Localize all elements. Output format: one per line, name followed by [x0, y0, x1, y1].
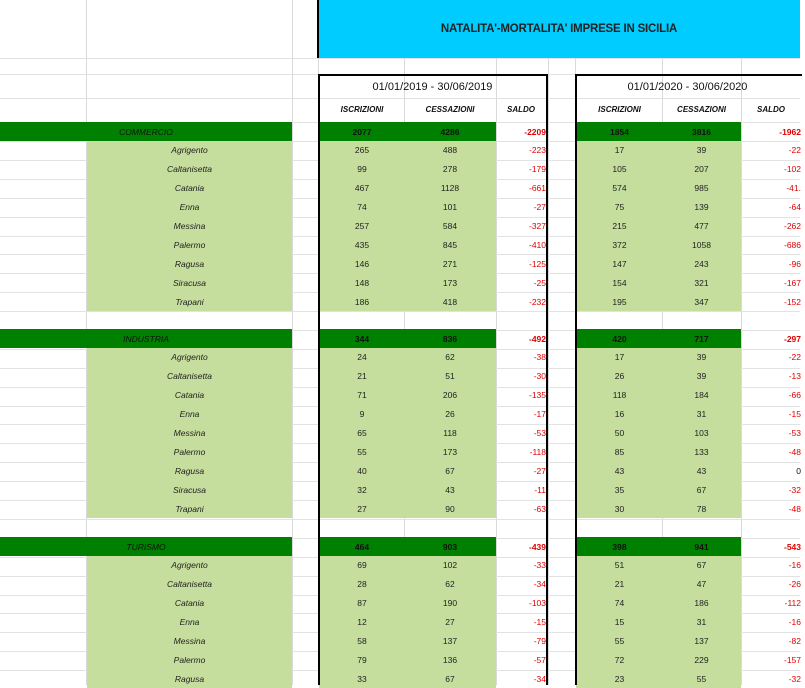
- value-cell[interactable]: 33: [357, 673, 367, 684]
- sector-total-cell[interactable]: 398: [612, 541, 627, 552]
- value-cell[interactable]: 845: [442, 239, 458, 250]
- value-cell[interactable]: 21: [614, 579, 625, 590]
- title-banner: [318, 0, 800, 58]
- value-cell[interactable]: 67: [445, 673, 455, 684]
- value-cell[interactable]: 102: [442, 560, 458, 571]
- value-cell[interactable]: 1058: [692, 239, 711, 250]
- province-cell[interactable]: Palermo: [173, 446, 206, 457]
- saldo-cell[interactable]: -11: [534, 484, 546, 495]
- sector-total-cell[interactable]: -297: [783, 333, 801, 344]
- province-cell[interactable]: Agrigento: [171, 145, 208, 156]
- saldo-cell[interactable]: -53: [788, 428, 801, 439]
- sector-total-cell[interactable]: 2077: [352, 126, 372, 137]
- value-cell[interactable]: 87: [357, 598, 367, 609]
- saldo-cell[interactable]: -112: [784, 598, 801, 609]
- saldo-cell[interactable]: -33: [533, 560, 546, 571]
- saldo-cell[interactable]: -96: [788, 258, 801, 269]
- sector-total-cell[interactable]: 420: [612, 333, 627, 344]
- sector-total-cell[interactable]: 1854: [610, 126, 629, 137]
- value-cell[interactable]: 72: [614, 654, 625, 665]
- saldo-cell[interactable]: -410: [528, 239, 546, 250]
- saldo-cell[interactable]: -16: [788, 560, 801, 571]
- sector-total-cell[interactable]: 941: [694, 541, 709, 552]
- value-cell[interactable]: 78: [696, 503, 707, 514]
- sector-label[interactable]: TURISMO: [126, 541, 166, 552]
- grid-line: [0, 519, 800, 520]
- saldo-cell[interactable]: -179: [528, 164, 546, 175]
- saldo-cell[interactable]: -34: [533, 673, 546, 684]
- saldo-cell[interactable]: -262: [783, 221, 801, 232]
- saldo-cell[interactable]: -57: [533, 654, 546, 665]
- value-cell[interactable]: 257: [354, 221, 370, 232]
- grid-line: [292, 0, 293, 685]
- province-cell[interactable]: Messina: [173, 636, 206, 647]
- column-header-saldo: SALDO: [757, 104, 785, 114]
- saldo-cell[interactable]: -38: [533, 352, 546, 363]
- value-cell[interactable]: 43: [614, 465, 625, 476]
- saldo-cell[interactable]: -661: [528, 183, 546, 194]
- value-cell[interactable]: 148: [354, 277, 370, 288]
- province-cell[interactable]: Ragusa: [174, 258, 205, 269]
- saldo-cell[interactable]: -152: [783, 296, 801, 307]
- value-cell[interactable]: 435: [354, 239, 370, 250]
- sector-label[interactable]: COMMERCIO: [119, 126, 173, 137]
- province-cell[interactable]: Enna: [179, 202, 200, 213]
- value-cell[interactable]: 105: [612, 164, 627, 175]
- value-cell[interactable]: 90: [445, 503, 455, 514]
- province-cell[interactable]: Palermo: [173, 239, 206, 250]
- value-cell[interactable]: 67: [696, 560, 707, 571]
- column-header-iscrizioni: ISCRIZIONI: [598, 104, 641, 114]
- saldo-cell[interactable]: -686: [783, 239, 801, 250]
- province-cell[interactable]: Ragusa: [174, 465, 205, 476]
- value-cell[interactable]: 347: [694, 296, 709, 307]
- column-header-saldo: SALDO: [507, 104, 535, 114]
- sector-total-cell[interactable]: 464: [354, 541, 370, 552]
- province-cell[interactable]: Enna: [179, 409, 200, 420]
- value-cell[interactable]: 43: [445, 484, 455, 495]
- value-cell[interactable]: 74: [614, 598, 625, 609]
- value-cell[interactable]: 55: [614, 636, 625, 647]
- saldo-cell[interactable]: -27: [533, 465, 546, 476]
- value-cell[interactable]: 24: [357, 352, 367, 363]
- block-border-left: [575, 74, 577, 685]
- block-border-left: [318, 74, 320, 685]
- value-cell[interactable]: 154: [612, 277, 627, 288]
- saldo-cell[interactable]: -53: [533, 428, 546, 439]
- sector-label[interactable]: INDUSTRIA: [123, 333, 169, 344]
- saldo-cell[interactable]: -48: [788, 446, 801, 457]
- province-cell[interactable]: Catania: [174, 183, 205, 194]
- value-cell[interactable]: 21: [357, 371, 367, 382]
- value-cell[interactable]: 146: [354, 258, 370, 269]
- value-cell[interactable]: 40: [357, 465, 367, 476]
- saldo-cell[interactable]: -66: [788, 390, 801, 401]
- value-cell[interactable]: 30: [614, 503, 625, 514]
- value-cell[interactable]: 69: [357, 560, 367, 571]
- saldo-cell[interactable]: -167: [783, 277, 801, 288]
- value-cell[interactable]: 1128: [440, 183, 460, 194]
- value-cell[interactable]: 55: [357, 446, 367, 457]
- province-cell[interactable]: Enna: [179, 617, 200, 628]
- block-border-top: [318, 74, 548, 76]
- saldo-cell[interactable]: -41.: [786, 183, 801, 194]
- saldo-cell[interactable]: -27: [533, 202, 546, 213]
- block-border-top: [575, 74, 802, 76]
- value-cell[interactable]: 418: [442, 296, 458, 307]
- value-cell[interactable]: 321: [694, 277, 709, 288]
- value-cell[interactable]: 271: [442, 258, 458, 269]
- saldo-cell[interactable]: -82: [788, 636, 801, 647]
- value-cell[interactable]: 574: [612, 183, 627, 194]
- sector-total-cell[interactable]: -439: [528, 541, 546, 552]
- value-cell[interactable]: 35: [614, 484, 625, 495]
- sector-total-cell[interactable]: -2209: [524, 126, 546, 137]
- saldo-cell[interactable]: -135: [528, 390, 546, 401]
- saldo-cell[interactable]: -13: [788, 371, 801, 382]
- saldo-cell[interactable]: -232: [528, 296, 546, 307]
- value-cell[interactable]: 17: [614, 352, 625, 363]
- value-cell[interactable]: 215: [612, 221, 627, 232]
- value-cell[interactable]: 467: [354, 183, 370, 194]
- value-cell[interactable]: 195: [612, 296, 627, 307]
- value-cell[interactable]: 190: [442, 598, 458, 609]
- province-cell[interactable]: Messina: [173, 428, 206, 439]
- saldo-cell[interactable]: -327: [528, 221, 546, 232]
- value-cell[interactable]: 184: [694, 390, 709, 401]
- value-cell[interactable]: 79: [357, 654, 367, 665]
- column-header-iscrizioni: ISCRIZIONI: [340, 104, 384, 114]
- block-border-right: [546, 74, 548, 685]
- saldo-cell[interactable]: -16: [788, 617, 801, 628]
- value-cell[interactable]: 55: [696, 673, 707, 684]
- province-cell[interactable]: Palermo: [173, 654, 206, 665]
- value-cell[interactable]: 16: [614, 409, 625, 420]
- province-cell[interactable]: Trapani: [175, 296, 204, 307]
- value-cell[interactable]: 58: [357, 636, 367, 647]
- province-cell[interactable]: Siracusa: [172, 484, 207, 495]
- value-cell[interactable]: 137: [694, 636, 709, 647]
- value-cell[interactable]: 147: [612, 258, 627, 269]
- saldo-cell[interactable]: -63: [533, 503, 546, 514]
- value-cell[interactable]: 26: [614, 371, 625, 382]
- value-cell[interactable]: 43: [696, 465, 707, 476]
- sector-total-cell[interactable]: 4286: [440, 126, 460, 137]
- sector-total-cell[interactable]: -543: [783, 541, 801, 552]
- saldo-cell[interactable]: -22: [788, 145, 801, 156]
- value-cell[interactable]: 62: [445, 352, 455, 363]
- value-cell[interactable]: 27: [445, 617, 455, 628]
- saldo-cell[interactable]: -125: [528, 258, 546, 269]
- value-cell[interactable]: 488: [442, 145, 458, 156]
- sector-total-cell[interactable]: -1962: [779, 126, 801, 137]
- value-cell[interactable]: 27: [357, 503, 367, 514]
- value-cell[interactable]: 243: [694, 258, 709, 269]
- sector-total-cell[interactable]: -492: [528, 333, 546, 344]
- value-cell[interactable]: 477: [694, 221, 709, 232]
- grid-line: [0, 311, 800, 312]
- province-cell[interactable]: Messina: [173, 221, 206, 232]
- sector-total-cell[interactable]: 903: [442, 541, 458, 552]
- value-cell[interactable]: 39: [696, 352, 707, 363]
- period-header: 01/01/2019 - 30/06/2019: [372, 81, 493, 93]
- saldo-cell[interactable]: -32: [788, 484, 801, 495]
- saldo-cell[interactable]: -15: [533, 617, 546, 628]
- title-border-left: [317, 0, 319, 58]
- sector-total-cell[interactable]: 344: [354, 333, 370, 344]
- province-cell[interactable]: Trapani: [175, 503, 204, 514]
- value-cell[interactable]: 186: [694, 598, 709, 609]
- value-cell[interactable]: 12: [357, 617, 367, 628]
- value-cell[interactable]: 207: [694, 164, 709, 175]
- sector-total-cell[interactable]: 3816: [692, 126, 711, 137]
- saldo-cell[interactable]: -64: [788, 202, 801, 213]
- province-cell[interactable]: Catania: [174, 598, 205, 609]
- value-cell[interactable]: 186: [354, 296, 370, 307]
- saldo-cell[interactable]: -34: [533, 579, 546, 590]
- value-cell[interactable]: 74: [357, 202, 367, 213]
- province-cell[interactable]: Caltanisetta: [167, 164, 212, 175]
- column-header-cessazioni: CESSAZIONI: [425, 104, 475, 114]
- value-cell[interactable]: 28: [357, 579, 367, 590]
- saldo-cell[interactable]: -32: [788, 673, 801, 684]
- saldo-cell[interactable]: -25: [533, 277, 546, 288]
- saldo-cell[interactable]: -102: [783, 164, 801, 175]
- value-cell[interactable]: 31: [696, 617, 707, 628]
- sector-total-cell[interactable]: 717: [694, 333, 709, 344]
- value-cell[interactable]: 71: [357, 390, 367, 401]
- province-cell[interactable]: Caltanisetta: [167, 579, 212, 590]
- value-cell[interactable]: 584: [442, 221, 458, 232]
- value-cell[interactable]: 985: [694, 183, 709, 194]
- value-cell[interactable]: 31: [696, 409, 707, 420]
- value-cell[interactable]: 85: [614, 446, 625, 457]
- value-cell[interactable]: 65: [357, 428, 367, 439]
- saldo-cell[interactable]: -22: [788, 352, 801, 363]
- saldo-cell[interactable]: -48: [788, 503, 801, 514]
- value-cell[interactable]: 173: [442, 277, 458, 288]
- value-cell[interactable]: 26: [445, 409, 455, 420]
- value-cell[interactable]: 118: [612, 390, 627, 401]
- grid-line: [0, 58, 800, 59]
- value-cell[interactable]: 101: [442, 202, 458, 213]
- value-cell[interactable]: 15: [614, 617, 625, 628]
- sheet-title: NATALITA'-MORTALITA' IMPRESE IN SICILIA: [440, 23, 678, 35]
- value-cell[interactable]: 62: [445, 579, 455, 590]
- value-cell[interactable]: 23: [614, 673, 625, 684]
- value-cell[interactable]: 67: [696, 484, 707, 495]
- value-cell[interactable]: 136: [442, 654, 458, 665]
- value-cell[interactable]: 278: [442, 164, 458, 175]
- value-cell[interactable]: 372: [612, 239, 627, 250]
- value-cell[interactable]: 75: [614, 202, 625, 213]
- province-cell[interactable]: Ragusa: [174, 673, 205, 684]
- value-cell[interactable]: 206: [442, 390, 458, 401]
- saldo-cell[interactable]: -26: [788, 579, 801, 590]
- value-cell[interactable]: 103: [694, 428, 709, 439]
- province-cell[interactable]: Siracusa: [172, 277, 207, 288]
- sector-total-cell[interactable]: 836: [442, 333, 458, 344]
- value-cell[interactable]: 137: [442, 636, 458, 647]
- value-cell[interactable]: 51: [614, 560, 625, 571]
- saldo-cell[interactable]: -17: [533, 409, 546, 420]
- value-cell[interactable]: 118: [443, 428, 457, 439]
- value-cell[interactable]: 9: [359, 409, 365, 420]
- saldo-cell[interactable]: -15: [788, 409, 801, 420]
- province-cell[interactable]: Caltanisetta: [167, 371, 212, 382]
- value-cell[interactable]: 32: [357, 484, 367, 495]
- province-cell[interactable]: Agrigento: [171, 560, 208, 571]
- value-cell[interactable]: 229: [694, 654, 709, 665]
- value-cell[interactable]: 39: [696, 145, 707, 156]
- province-cell[interactable]: Agrigento: [171, 352, 208, 363]
- value-cell[interactable]: 99: [357, 164, 367, 175]
- value-cell[interactable]: 67: [445, 465, 455, 476]
- value-cell[interactable]: 39: [696, 371, 707, 382]
- value-cell[interactable]: 265: [354, 145, 370, 156]
- value-cell[interactable]: 139: [694, 202, 709, 213]
- value-cell[interactable]: 50: [614, 428, 625, 439]
- period-header: 01/01/2020 - 30/06/2020: [627, 81, 748, 93]
- value-cell[interactable]: 133: [694, 446, 709, 457]
- column-header-cessazioni: CESSAZIONI: [677, 104, 726, 114]
- saldo-cell[interactable]: -223: [528, 145, 546, 156]
- value-cell[interactable]: 173: [442, 446, 458, 457]
- saldo-cell[interactable]: -30: [533, 371, 546, 382]
- saldo-cell[interactable]: -157: [783, 654, 801, 665]
- saldo-cell[interactable]: -79: [533, 636, 546, 647]
- saldo-cell[interactable]: 0: [796, 465, 801, 476]
- value-cell[interactable]: 47: [696, 579, 707, 590]
- value-cell[interactable]: 51: [445, 371, 455, 382]
- value-cell[interactable]: 17: [614, 145, 625, 156]
- province-cell[interactable]: Catania: [174, 390, 205, 401]
- saldo-cell[interactable]: -103: [528, 598, 546, 609]
- saldo-cell[interactable]: -118: [529, 446, 546, 457]
